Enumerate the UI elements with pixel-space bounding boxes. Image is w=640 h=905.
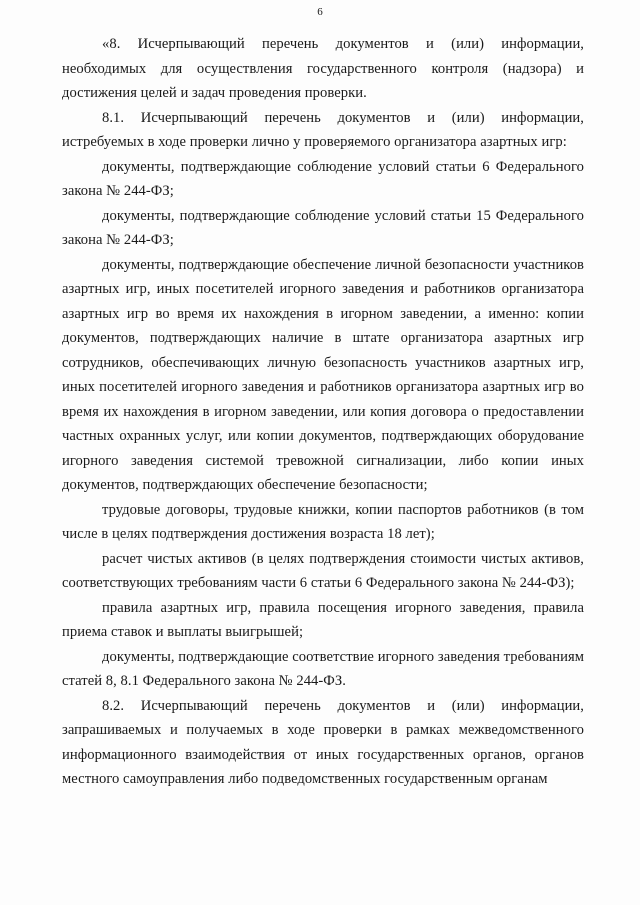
paragraph-security-documents: документы, подтверждающие обеспечение личной безопасности участников азартных игр, иных посетителей игорного заведения и работников организатора азартных игр во время их нахождения в игорном заведении, а именно: копии документов, подтверждающих наличие в штате организатора азартных игр сотрудников, обеспечивающих личную безопасность участников азартных игр, иных посетителей игорного заведения и работников организатора азартных игр во время их нахождения в игорном заведении, или копия договора о предоставлении частных охранных услуг, или копии документов, подтверждающих оборудование игорного заведения системой тревожной сигнализации, либо копии иных документов, подтверждающих обеспечение безопасности;: [62, 256, 584, 493]
paragraph-section-8-1-heading: 8.1. Исчерпывающий перечень документов и (или) информации, истребуемых в ходе проверки лично у проверяемого организатора азартных игр:: [62, 109, 584, 150]
paragraph-section-8-heading: «8. Исчерпывающий перечень документов и (или) информации, необходимых для осуществления государственного контроля (надзора) и достижения целей и задач проведения проверки.: [62, 36, 584, 101]
paragraph-article-6-documents: документы, подтверждающие соблюдение условий статьи 6 Федерального закона № 244-ФЗ;: [62, 158, 584, 199]
paragraph-gaming-rules: правила азартных игр, правила посещения игорного заведения, правила приема ставок и выплаты выигрышей;: [62, 599, 584, 640]
paragraph-net-assets: расчет чистых активов (в целях подтверждения стоимости чистых активов, соответствующих требованиям части 6 статьи 6 Федерального закона № 244-ФЗ);: [62, 550, 584, 591]
paragraph-conformity-documents: документы, подтверждающие соответствие игорного заведения требованиям статей 8, 8.1 Федерального закона № 244-ФЗ.: [62, 648, 584, 689]
paragraph-article-15-documents: документы, подтверждающие соблюдение условий статьи 15 Федерального закона № 244-ФЗ;: [62, 207, 584, 248]
document-body: [62, 32, 584, 792]
paragraph-employment-documents: трудовые договоры, трудовые книжки, копии паспортов работников (в том числе в целях подтверждения достижения возраста 18 лет);: [62, 501, 584, 542]
page-number: 6: [317, 6, 323, 18]
paragraph-section-8-2-heading: 8.2. Исчерпывающий перечень документов и (или) информации, запрашиваемых и получаемых в ходе проверки в рамках межведомственного информационного взаимодействия от иных государственных органов, органов местного самоуправления либо подведомственных государственным органам: [62, 697, 584, 787]
